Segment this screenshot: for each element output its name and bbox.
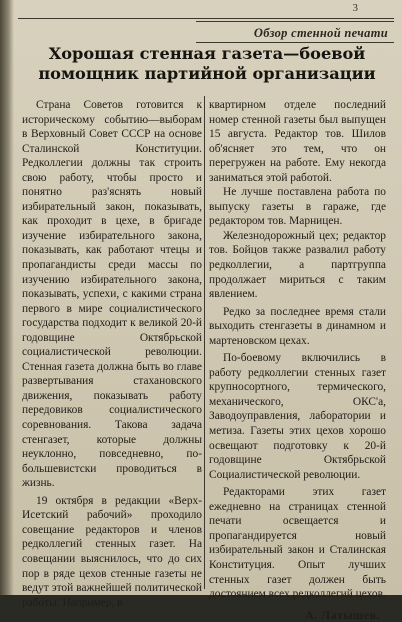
page-fold-shadow	[0, 0, 14, 595]
paragraph: Не лучше поставлена работа по выпуску газеты в гараже, где редактором тов. Марницен.	[209, 186, 386, 228]
author-signature: А. Латышев.	[305, 607, 380, 622]
top-rule	[18, 18, 394, 19]
section-rubric: Обзор стенной печати	[253, 26, 388, 40]
paragraph: 19 октября в редакции «Верх-Исетский рабочий» проходило совещание редакторов и членов редколлегий стенных газет. На совещании выяснилось, что до сих пор в ряде цехов стенные газеты не ведут этой важнейшей политической работы. Например, в	[22, 494, 202, 609]
paragraph: По-боевому включились в работу редколлегии стенных газет крупносортного, термического, механического, ОКС'а, Заводоуправления, лаборатории и метиза. Газеты этих цехов хорошо освещают подготовку к 20-й годовщине Октябрьской Социалистической революции.	[209, 352, 386, 481]
paragraph: Железнодорожный цех; редактор тов. Бойцов также развалил работу редколлегии, а партгруппа продолжает мириться с таким явлением.	[209, 229, 386, 301]
page-number: 3	[352, 2, 358, 14]
article-headline: Хорошая стенная газета—боевой помощник партийной организации	[38, 44, 376, 83]
article-column-left	[22, 98, 202, 610]
paragraph: Страна Советов готовится к историческому событию—выборам в Верховный Совет СССР на основе Сталинской Конституции. Редколлегии должны так строить свою работу, чтобы просто и понятно раз'яснять новый избирательный закон, показывать, как проходит в цехе, в бригаде изучение избирательного закона, показывать, как работают чтецы и пропагандисты среди массы по изучению избирательного закона, показывать, успехи, с какими страна первого в мире социалистического государства подходит к великой 20-й годовщине Октябрьской социалистической революции. Стенная газета должна быть во главе развертывания стахановского движения, показывать работу передовиков социалистического соревнования. Такова задача стенгазет, которые должны неуклонно, повседневно, по-большевистски проводиться в жизнь.	[22, 99, 202, 490]
paragraph: квартирном отделе последний номер стенной газеты был выпущен 15 августа. Редактор тов. Шилов об'ясняет это тем, что он перегружен на работе. Ему некогда заниматься этой работой.	[209, 99, 386, 184]
paragraph: Редакторами этих газет ежедневно на страницах стенной печати освещается и пропагандируется новый избирательный закон и Сталинская Конституция. Опыт лучших стенных газет должен быть достоянием всех редколлегий цехов.	[209, 486, 386, 601]
column-divider	[204, 96, 205, 589]
article-column-right	[209, 98, 386, 622]
paragraph: Редко за последнее время стали выходить стенгазеты в динамном и мартеновском цехах.	[209, 305, 386, 347]
